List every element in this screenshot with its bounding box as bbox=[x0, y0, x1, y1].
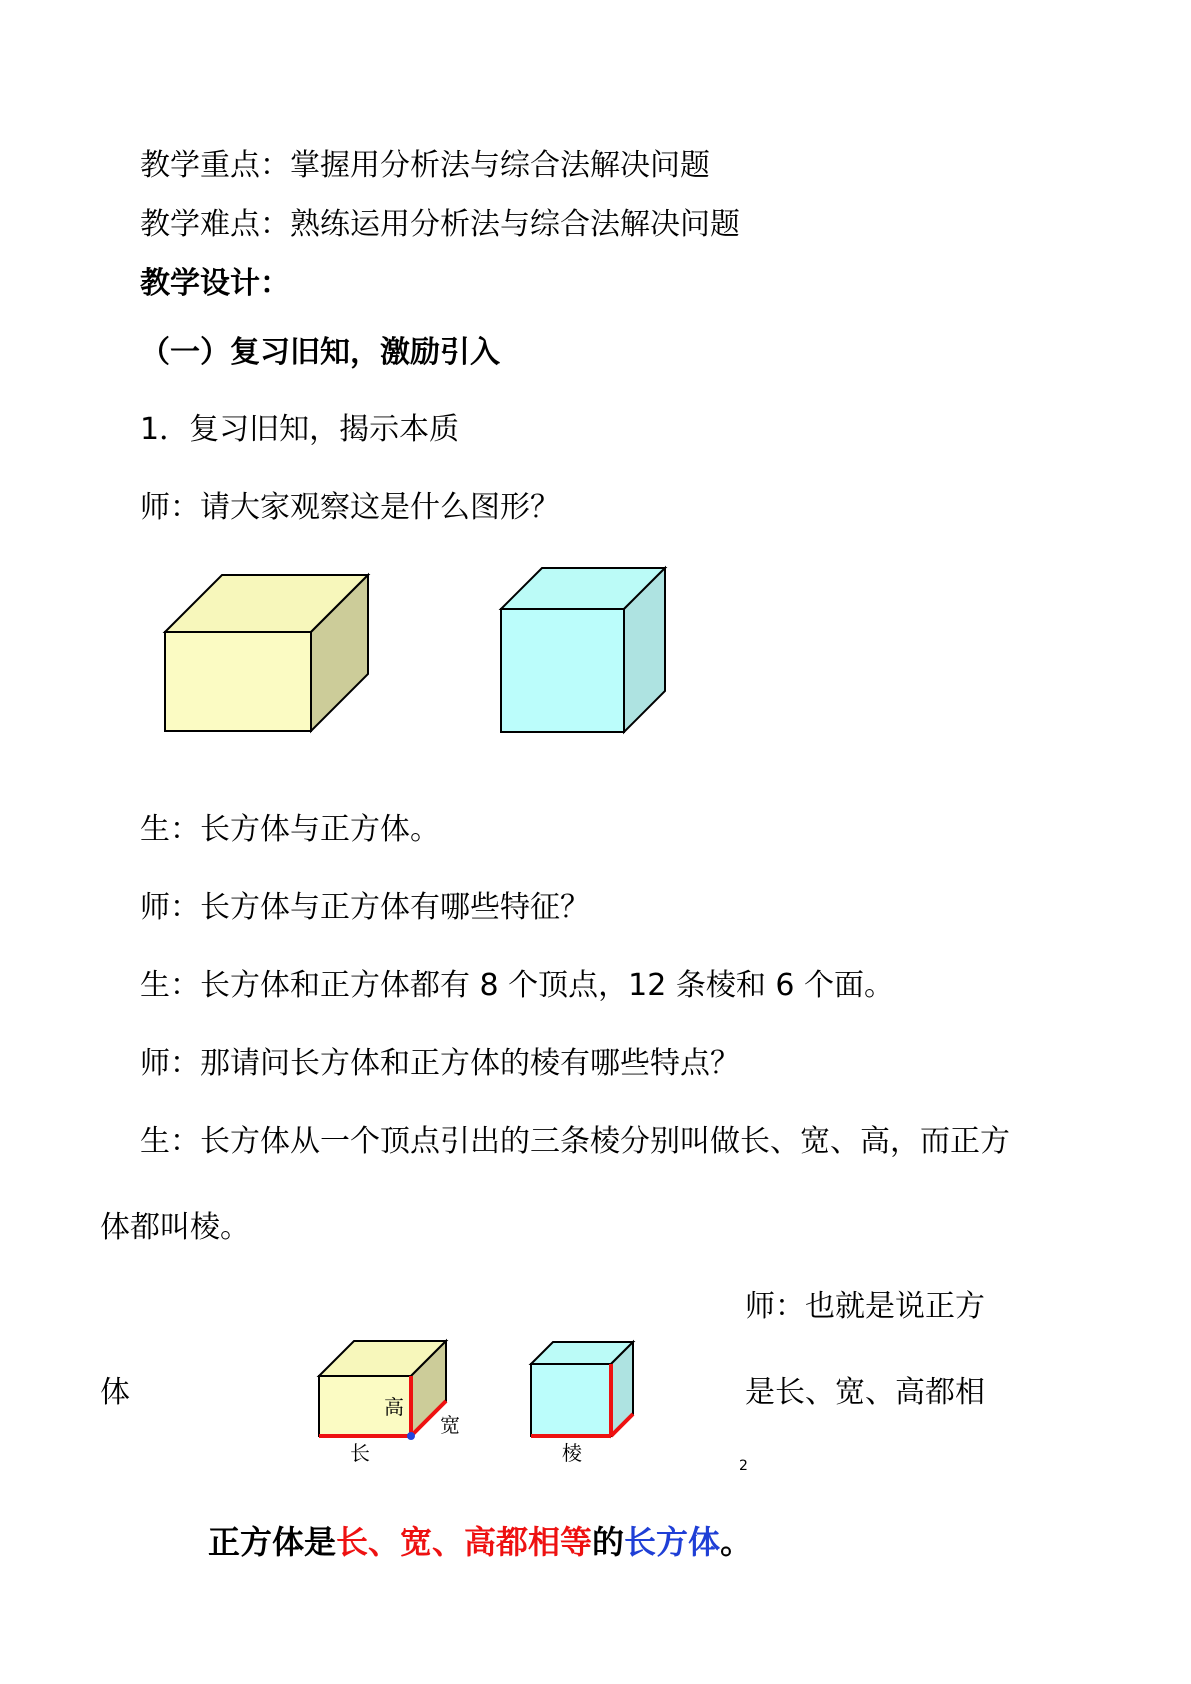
teacher-question-3: 师：那请问长方体和正方体的棱有哪些特点？ bbox=[140, 1046, 740, 1081]
page-number: 2 bbox=[739, 1458, 748, 1474]
label-width: 宽 bbox=[440, 1413, 460, 1437]
figure-cuboid-cube bbox=[150, 560, 690, 750]
student-answer-2: 生：长方体和正方体都有 8 个顶点，12 条棱和 6 个面。 bbox=[140, 968, 895, 1003]
teacher-statement-4-left: 体 bbox=[100, 1375, 130, 1410]
conclusion-part-3: 的 bbox=[592, 1523, 625, 1561]
figure-labeled-edges bbox=[310, 1330, 650, 1475]
student-answer-1: 生：长方体与正方体。 bbox=[140, 812, 440, 847]
teacher-question-1: 师：请大家观察这是什么图形？ bbox=[140, 490, 560, 525]
item-heading-1: 1．复习旧知，揭示本质 bbox=[140, 412, 460, 447]
teacher-statement-4a: 师：也就是说正方 bbox=[745, 1289, 985, 1324]
cuboid-shape bbox=[165, 575, 368, 731]
cube-shape bbox=[501, 568, 665, 732]
student-answer-3b: 体都叫棱。 bbox=[100, 1210, 250, 1245]
label-edge: 棱 bbox=[562, 1441, 582, 1465]
section-heading-1: （一）复习旧知，激励引入 bbox=[140, 335, 500, 370]
cuboid-front-face bbox=[165, 632, 311, 731]
teaching-focus: 教学重点：掌握用分析法与综合法解决问题 bbox=[140, 148, 710, 183]
labeled-cube-front bbox=[531, 1364, 611, 1436]
conclusion-line bbox=[208, 1522, 752, 1562]
teacher-statement-4b: 是长、宽、高都相 bbox=[745, 1375, 985, 1410]
teaching-difficulty: 教学难点：熟练运用分析法与综合法解决问题 bbox=[140, 207, 740, 242]
student-answer-3a: 生：长方体从一个顶点引出的三条棱分别叫做长、宽、高，而正方 bbox=[140, 1124, 1010, 1159]
label-length: 长 bbox=[350, 1441, 370, 1465]
labeled-cube bbox=[531, 1342, 633, 1465]
teacher-question-2: 师：长方体与正方体有哪些特征？ bbox=[140, 890, 590, 925]
label-height: 高 bbox=[384, 1395, 404, 1419]
conclusion-part-1: 正方体是 bbox=[208, 1523, 337, 1561]
conclusion-highlight-red: 长、宽、高都相等 bbox=[336, 1523, 593, 1561]
conclusion-part-5: 。 bbox=[720, 1523, 753, 1561]
labeled-cuboid bbox=[319, 1341, 460, 1465]
cuboid-vertex-dot bbox=[407, 1432, 415, 1440]
teaching-design-heading: 教学设计： bbox=[140, 266, 290, 301]
cube-front-face bbox=[501, 609, 624, 732]
conclusion-highlight-blue: 长方体 bbox=[624, 1523, 721, 1561]
